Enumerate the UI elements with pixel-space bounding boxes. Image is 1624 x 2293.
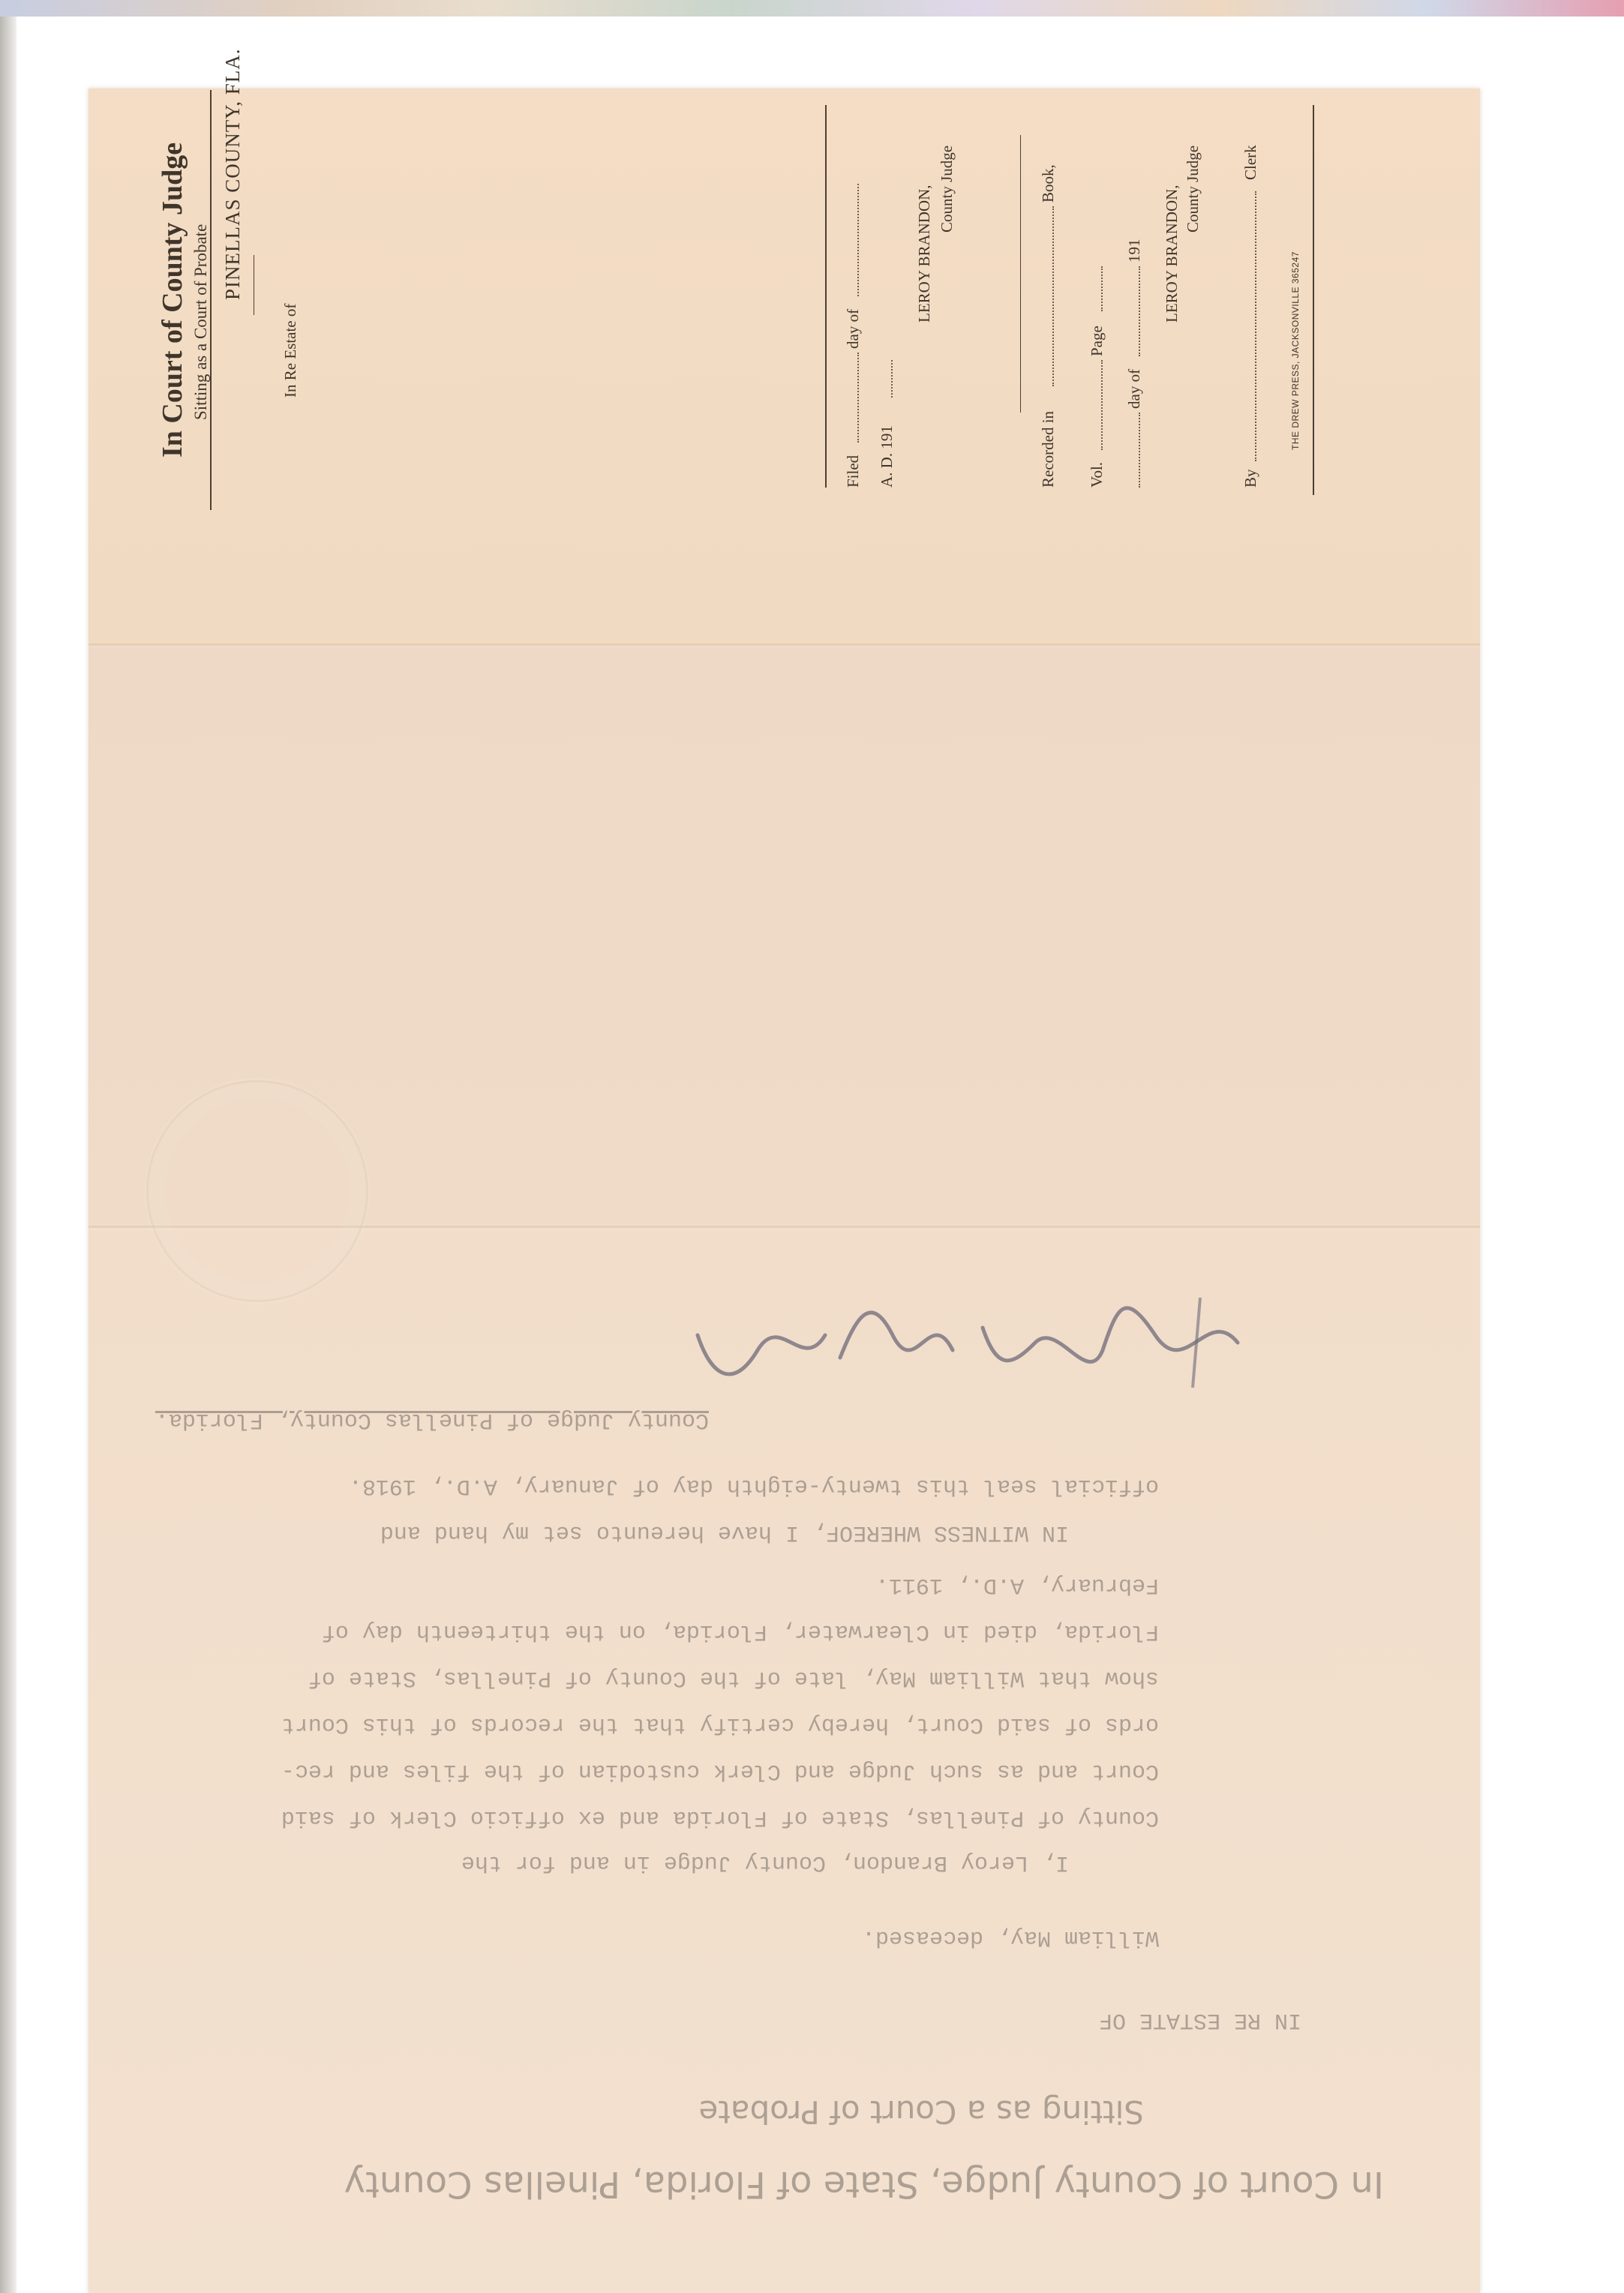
printer-imprint: THE DREW PRESS, JACKSONVILLE 365247 xyxy=(1290,251,1301,450)
bleed-deceased: William May, deceased. xyxy=(861,1925,1159,1950)
bleed-heading-1: In Court of County Judge, State of Florida, Pinellas County xyxy=(344,2163,1384,2205)
filed-month-blank[interactable] xyxy=(844,184,859,296)
bleed-line-3: Court and as such Judge and Clerk custodian of the files and rec- xyxy=(281,1758,1159,1784)
by-blank[interactable] xyxy=(1241,191,1256,461)
filed-day-of: day of xyxy=(844,308,862,349)
vol-blank[interactable] xyxy=(1088,360,1103,450)
judge-title-2: County Judge xyxy=(1184,145,1202,233)
stub-subtitle: Sitting as a Court of Probate xyxy=(191,224,210,420)
bleed-signature-line: County Judge of Pinellas County, Florida. xyxy=(155,1407,709,1433)
handwritten-signature xyxy=(668,1290,1268,1395)
bleed-line-8: IN WITNESS WHEREOF, I have hereunto set my hand and xyxy=(380,1520,1069,1545)
recorded-day-blank[interactable] xyxy=(1125,413,1140,488)
judge-name: LEROY BRANDON, xyxy=(915,185,933,323)
bleed-line-9: official seal this twenty-eighth day of January, A.D., 1918. xyxy=(348,1473,1159,1499)
recorded-year: 191 xyxy=(1125,239,1143,263)
filing-stub xyxy=(120,48,1350,510)
page-blank[interactable] xyxy=(1088,266,1103,311)
bleed-line-4: ords of said Court, hereby certify that the records of this Court xyxy=(281,1712,1159,1737)
scan-color-strip xyxy=(0,0,1624,17)
bleed-line-5: show that William May, late of the County of Pinellas, State of xyxy=(308,1665,1159,1691)
recorded-month-blank[interactable] xyxy=(1125,266,1140,356)
recorded-day-of: day of xyxy=(1125,368,1143,409)
page-label: Page xyxy=(1088,326,1106,356)
recorded-label: Recorded in xyxy=(1039,410,1057,488)
bleed-line-1: I, Leroy Brandon, County Judge in and for the xyxy=(461,1850,1069,1875)
stub-county: PINELLAS COUNTY, FLA. xyxy=(221,48,244,300)
bleed-line-7: February, A.D., 1911. xyxy=(875,1572,1159,1598)
judge-name-2: LEROY BRANDON, xyxy=(1163,185,1181,323)
filed-ad: A. D. 191 xyxy=(878,425,896,488)
by-label: By xyxy=(1241,469,1259,488)
stub-rule-bottom xyxy=(1313,105,1314,495)
filed-label: Filed xyxy=(844,455,862,488)
filed-year-blank[interactable] xyxy=(878,360,893,398)
stub-title: In Court of County Judge xyxy=(157,142,188,458)
book-label: Book, xyxy=(1039,164,1057,203)
filed-day-blank[interactable] xyxy=(844,353,859,443)
bleed-through-certificate xyxy=(109,1268,1384,2205)
judge-title: County Judge xyxy=(938,145,956,233)
stub-rule-recorded xyxy=(1020,135,1021,413)
bleed-heading-2: Sitting as a Court of Probate xyxy=(698,2093,1144,2130)
bleed-line-6: Florida, died in Clearwater, Florida, on the thirteenth day of xyxy=(321,1619,1159,1644)
bleed-estate: IN RE ESTATE OF xyxy=(1098,2007,1301,2033)
clerk-label: Clerk xyxy=(1241,145,1259,180)
vol-label: Vol. xyxy=(1088,461,1106,488)
stub-estate-label: In Re Estate of xyxy=(281,303,299,398)
stub-rule-filed xyxy=(825,105,827,488)
scanner-edge xyxy=(0,17,17,2293)
bleed-line-2: County of Pinellas, State of Florida and ex officio Clerk of said xyxy=(281,1805,1159,1830)
recorded-blank[interactable] xyxy=(1039,206,1054,386)
